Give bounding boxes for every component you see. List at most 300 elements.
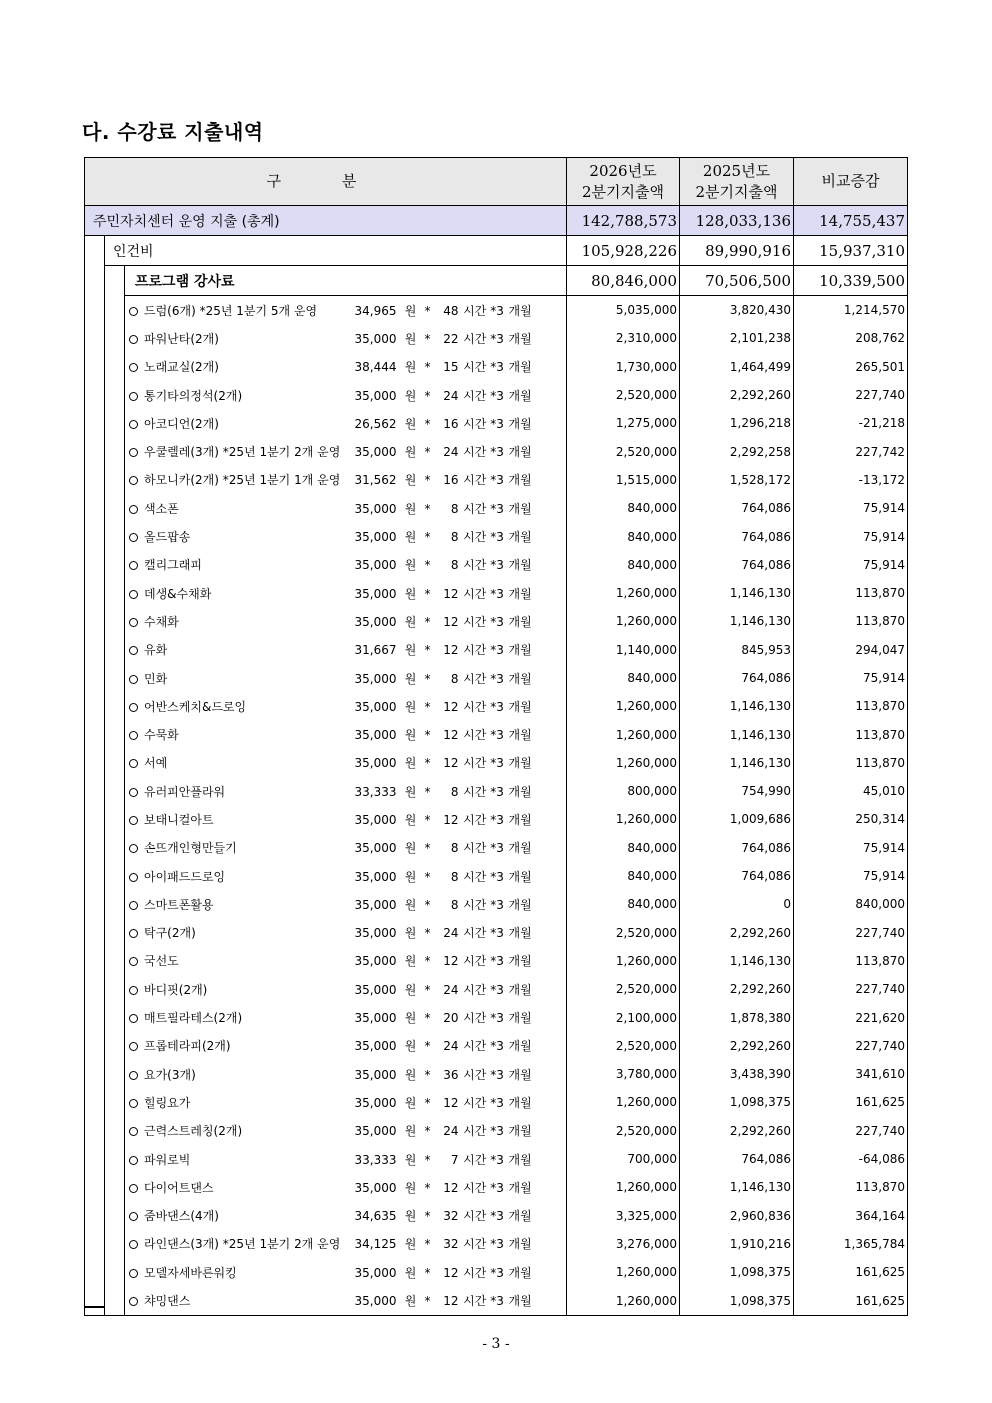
item-2025: 1,146,130 (680, 607, 794, 635)
item-2025: 1,098,375 (680, 1088, 794, 1116)
item-name-cell (125, 947, 351, 975)
item-2025: 1,910,216 (680, 1230, 794, 1258)
item-calculation (351, 636, 567, 664)
item-2026: 1,260,000 (567, 607, 680, 635)
item-diff: 161,625 (794, 1286, 908, 1315)
indent-cell (85, 236, 105, 266)
unit-months: 개월 (508, 699, 532, 714)
item-name-cell (125, 437, 351, 465)
unit-hours-group (459, 868, 509, 885)
times-sign: * (490, 812, 497, 827)
item-2025: 1,098,375 (680, 1258, 794, 1286)
unit-won: 원 (404, 869, 417, 884)
item-2026: 3,276,000 (567, 1230, 680, 1258)
unit-months: 개월 (508, 1265, 532, 1280)
unit-hours: 시간 (463, 331, 487, 346)
instructor-diff: 10,339,500 (794, 266, 908, 296)
indent-cell (85, 551, 105, 579)
item-hours: 48 (443, 303, 459, 318)
table-row (85, 692, 908, 720)
indent-cell (105, 1286, 125, 1315)
item-diff: 208,762 (794, 324, 908, 352)
item-calculation (351, 777, 567, 805)
months-count: 3 (496, 926, 504, 941)
indent-cell (105, 1202, 125, 1230)
unit-hours: 시간 (463, 445, 487, 460)
item-diff: 341,610 (794, 1060, 908, 1088)
indent-cell (85, 1032, 105, 1060)
item-diff: 227,740 (794, 1032, 908, 1060)
months-count: 3 (496, 530, 504, 545)
unit-hours: 시간 (463, 643, 487, 658)
item-2025: 764,086 (680, 1145, 794, 1173)
unit-hours-group (459, 471, 509, 488)
item-rate: 35,000 (354, 869, 397, 884)
times-sign: * (490, 699, 497, 714)
table-row (85, 466, 908, 494)
circle-bullet-icon (129, 731, 138, 740)
unit-won: 원 (404, 501, 417, 516)
times-sign: * (424, 1180, 431, 1195)
times-sign: * (424, 501, 431, 516)
unit-hours: 시간 (463, 756, 487, 771)
item-2026: 1,275,000 (567, 409, 680, 437)
unit-months: 개월 (508, 331, 532, 346)
item-rate: 35,000 (354, 982, 397, 997)
header-2025 (680, 158, 794, 206)
item-2026: 2,520,000 (567, 1032, 680, 1060)
indent-cell (105, 1173, 125, 1201)
times-sign: * (424, 1039, 431, 1054)
instructor-row (85, 266, 908, 296)
indent-cell (105, 607, 125, 635)
times-sign: * (424, 841, 431, 856)
item-name-cell (125, 579, 351, 607)
item-rate: 33,333 (354, 784, 397, 799)
instructor-label: 프로그램 강사료 (125, 266, 567, 296)
unit-won: 원 (404, 1095, 417, 1110)
times-sign: * (490, 1124, 497, 1139)
item-name: 수채화 (144, 614, 179, 629)
item-2025: 1,146,130 (680, 720, 794, 748)
unit-hours-group (459, 754, 509, 771)
header-2026-line2: 2분기지출액 (582, 182, 664, 201)
item-2026: 1,260,000 (567, 720, 680, 748)
item-name-cell (125, 607, 351, 635)
item-2025: 2,101,238 (680, 324, 794, 352)
indent-cell (85, 919, 105, 947)
unit-hours: 시간 (463, 954, 487, 969)
circle-bullet-icon (129, 957, 138, 966)
header-diff: 비교증감 (794, 158, 908, 206)
item-diff: 1,365,784 (794, 1230, 908, 1258)
months-count: 3 (496, 586, 504, 601)
indent-cell (105, 437, 125, 465)
indent-cell (85, 1202, 105, 1230)
indent-cell (105, 522, 125, 550)
indent-cell (85, 1258, 105, 1286)
times-sign: * (490, 388, 497, 403)
times-sign: * (424, 614, 431, 629)
indent-cell (85, 579, 105, 607)
section-title: 다. 수강료 지출내역 (82, 120, 264, 144)
months-count: 3 (496, 756, 504, 771)
item-name-cell (125, 522, 351, 550)
item-name-cell (125, 919, 351, 947)
item-hours: 8 (450, 671, 459, 686)
item-2026: 1,260,000 (567, 692, 680, 720)
circle-bullet-icon (129, 590, 138, 599)
circle-bullet-icon (129, 759, 138, 768)
table-row (85, 353, 908, 381)
months-count: 3 (496, 331, 504, 346)
item-calculation (351, 720, 567, 748)
item-diff: 227,740 (794, 1117, 908, 1145)
item-rate: 31,562 (354, 473, 397, 488)
indent-cell (105, 466, 125, 494)
indent-cell (85, 975, 105, 1003)
item-rate: 35,000 (354, 445, 397, 460)
unit-hours-group (459, 783, 509, 800)
unit-won: 원 (404, 954, 417, 969)
item-2026: 1,260,000 (567, 805, 680, 833)
indent-cell (85, 1060, 105, 1088)
unit-months: 개월 (508, 303, 532, 318)
table-row (85, 805, 908, 833)
item-name: 아이패드드로잉 (144, 869, 226, 884)
indent-cell (85, 664, 105, 692)
item-name-cell (125, 862, 351, 890)
unit-hours-group (459, 1037, 509, 1054)
header-2026-line1: 2026년도 (589, 161, 657, 180)
item-hours: 22 (443, 331, 459, 346)
item-2025: 764,086 (680, 834, 794, 862)
item-2025: 1,146,130 (680, 579, 794, 607)
item-name: 국선도 (144, 954, 179, 969)
item-name-cell (125, 1145, 351, 1173)
circle-bullet-icon (129, 561, 138, 570)
unit-months: 개월 (508, 445, 532, 460)
indent-cell (105, 409, 125, 437)
item-name-cell (125, 551, 351, 579)
times-sign: * (490, 1011, 497, 1026)
item-name: 노래교실(2개) (144, 360, 219, 375)
unit-hours: 시간 (463, 501, 487, 516)
indent-cell (105, 1145, 125, 1173)
unit-months: 개월 (508, 1067, 532, 1082)
item-name-cell (125, 664, 351, 692)
times-sign: * (424, 416, 431, 431)
unit-months: 개월 (508, 1152, 532, 1167)
item-2025: 1,146,130 (680, 947, 794, 975)
table-row (85, 381, 908, 409)
item-name: 매트필라테스(2개) (144, 1011, 243, 1026)
unit-hours-group (459, 839, 509, 856)
item-rate: 34,965 (354, 303, 397, 318)
indent-cell (85, 749, 105, 777)
times-sign: * (424, 756, 431, 771)
item-2026: 2,520,000 (567, 919, 680, 947)
unit-hours: 시간 (463, 1237, 487, 1252)
item-hours: 24 (443, 1039, 459, 1054)
months-count: 3 (496, 1294, 504, 1309)
item-hours: 16 (443, 416, 459, 431)
unit-hours: 시간 (463, 1294, 487, 1309)
times-sign: * (490, 360, 497, 375)
indent-cell (85, 1145, 105, 1173)
item-name: 데생&수채화 (144, 586, 212, 601)
unit-hours-group (459, 670, 509, 687)
circle-bullet-icon (129, 675, 138, 684)
times-sign: * (424, 982, 431, 997)
item-2025: 1,146,130 (680, 749, 794, 777)
times-sign: * (490, 728, 497, 743)
item-rate: 35,000 (354, 1265, 397, 1280)
unit-hours-group (459, 1179, 509, 1196)
months-count: 3 (496, 784, 504, 799)
unit-months: 개월 (508, 1095, 532, 1110)
item-hours: 8 (450, 501, 459, 516)
unit-won: 원 (404, 1294, 417, 1309)
header-row (85, 158, 908, 206)
indent-cell (105, 324, 125, 352)
circle-bullet-icon (129, 646, 138, 655)
times-sign: * (424, 586, 431, 601)
item-calculation (351, 522, 567, 550)
item-2025: 2,292,260 (680, 919, 794, 947)
total-row (85, 206, 908, 236)
unit-hours: 시간 (463, 303, 487, 318)
item-calculation (351, 1117, 567, 1145)
indent-cell (105, 1003, 125, 1031)
item-diff: 161,625 (794, 1088, 908, 1116)
unit-months: 개월 (508, 501, 532, 516)
item-rate: 34,635 (354, 1209, 397, 1224)
table-row (85, 1202, 908, 1230)
item-diff: 227,740 (794, 381, 908, 409)
item-calculation (351, 381, 567, 409)
unit-months: 개월 (508, 812, 532, 827)
times-sign: * (490, 954, 497, 969)
item-2025: 1,009,686 (680, 805, 794, 833)
times-sign: * (490, 1180, 497, 1195)
item-hours: 8 (450, 784, 459, 799)
item-calculation (351, 296, 567, 325)
times-sign: * (490, 643, 497, 658)
total-2025: 128,033,136 (680, 206, 794, 236)
unit-months: 개월 (508, 1124, 532, 1139)
unit-hours: 시간 (463, 388, 487, 403)
times-sign: * (424, 1265, 431, 1280)
item-name-cell (125, 834, 351, 862)
item-name-cell (125, 1173, 351, 1201)
times-sign: * (490, 303, 497, 318)
item-calculation (351, 1003, 567, 1031)
times-sign: * (424, 388, 431, 403)
indent-cell (105, 975, 125, 1003)
item-2026: 2,520,000 (567, 437, 680, 465)
unit-won: 원 (404, 558, 417, 573)
indent-cell (85, 805, 105, 833)
indent-cell (85, 862, 105, 890)
item-rate: 35,000 (354, 1180, 397, 1195)
item-2026: 1,260,000 (567, 1088, 680, 1116)
item-diff: 75,914 (794, 494, 908, 522)
circle-bullet-icon (129, 986, 138, 995)
circle-bullet-icon (129, 420, 138, 429)
item-name: 보태니컬아트 (144, 812, 214, 827)
unit-hours-group (459, 641, 509, 658)
table-row (85, 1088, 908, 1116)
unit-months: 개월 (508, 756, 532, 771)
item-name-cell (125, 692, 351, 720)
item-diff: 113,870 (794, 607, 908, 635)
unit-won: 원 (404, 756, 417, 771)
item-hours: 12 (443, 728, 459, 743)
item-2026: 840,000 (567, 862, 680, 890)
item-calculation (351, 1286, 567, 1315)
times-sign: * (490, 897, 497, 912)
circle-bullet-icon (129, 1156, 138, 1165)
circle-bullet-icon (129, 307, 138, 316)
unit-hours-group (459, 358, 509, 375)
unit-hours-group (459, 811, 509, 828)
unit-hours: 시간 (463, 926, 487, 941)
item-calculation (351, 1173, 567, 1201)
indent-cell (85, 266, 105, 296)
item-diff: 294,047 (794, 636, 908, 664)
unit-hours: 시간 (463, 841, 487, 856)
months-count: 3 (496, 982, 504, 997)
times-sign: * (424, 1124, 431, 1139)
item-calculation (351, 834, 567, 862)
item-name: 줌바댄스(4개) (144, 1209, 219, 1224)
indent-cell (105, 296, 125, 325)
unit-won: 원 (404, 331, 417, 346)
item-name-cell (125, 890, 351, 918)
item-calculation (351, 437, 567, 465)
item-calculation (351, 947, 567, 975)
unit-won: 원 (404, 699, 417, 714)
circle-bullet-icon (129, 363, 138, 372)
item-name: 유러피안플라워 (144, 784, 226, 799)
indent-cell (105, 947, 125, 975)
unit-hours: 시간 (463, 1124, 487, 1139)
item-2025: 1,146,130 (680, 692, 794, 720)
item-name: 아코디언(2개) (144, 416, 219, 431)
item-2026: 1,730,000 (567, 353, 680, 381)
item-diff: 75,914 (794, 522, 908, 550)
item-name: 힐링요가 (144, 1095, 191, 1110)
times-sign: * (424, 926, 431, 941)
item-rate: 35,000 (354, 1294, 397, 1309)
unit-won: 원 (404, 473, 417, 488)
item-hours: 24 (443, 982, 459, 997)
item-calculation (351, 353, 567, 381)
unit-hours: 시간 (463, 1152, 487, 1167)
item-hours: 12 (443, 614, 459, 629)
indent-cell (85, 720, 105, 748)
indent-cell (105, 720, 125, 748)
times-sign: * (490, 841, 497, 856)
circle-bullet-icon (129, 1212, 138, 1221)
item-2025: 1,878,380 (680, 1003, 794, 1031)
unit-months: 개월 (508, 1209, 532, 1224)
months-count: 3 (496, 445, 504, 460)
unit-hours-group (459, 330, 509, 347)
item-name: 올드팝송 (144, 530, 191, 545)
months-count: 3 (496, 671, 504, 686)
item-name: 모델자세바른워킹 (144, 1265, 237, 1280)
table-row (85, 636, 908, 664)
item-rate: 35,000 (354, 1039, 397, 1054)
item-calculation (351, 890, 567, 918)
unit-hours: 시간 (463, 1011, 487, 1026)
unit-won: 원 (404, 897, 417, 912)
item-name: 하모니카(2개) *25년 1분기 1개 운영 (144, 473, 341, 488)
circle-bullet-icon (129, 1269, 138, 1278)
table-end-bracket (84, 1298, 104, 1308)
months-count: 3 (496, 473, 504, 488)
unit-won: 원 (404, 982, 417, 997)
indent-cell (85, 353, 105, 381)
times-sign: * (424, 699, 431, 714)
item-rate: 35,000 (354, 388, 397, 403)
indent-cell (105, 494, 125, 522)
personnel-2025: 89,990,916 (680, 236, 794, 266)
item-2025: 764,086 (680, 862, 794, 890)
item-calculation (351, 1258, 567, 1286)
item-name: 서예 (144, 756, 168, 771)
item-name: 챠밍댄스 (144, 1294, 191, 1309)
item-hours: 12 (443, 643, 459, 658)
indent-cell (105, 266, 125, 296)
item-diff: 227,740 (794, 919, 908, 947)
unit-won: 원 (404, 445, 417, 460)
indent-cell (85, 296, 105, 325)
times-sign: * (490, 473, 497, 488)
unit-hours: 시간 (463, 699, 487, 714)
table-row (85, 749, 908, 777)
item-2026: 1,260,000 (567, 579, 680, 607)
item-2026: 840,000 (567, 834, 680, 862)
indent-cell (85, 890, 105, 918)
item-2026: 1,260,000 (567, 749, 680, 777)
unit-hours-group (459, 1066, 509, 1083)
item-diff: 75,914 (794, 664, 908, 692)
item-name: 우쿨렐레(3개) *25년 1분기 2개 운영 (144, 445, 341, 460)
circle-bullet-icon (129, 448, 138, 457)
item-rate: 35,000 (354, 501, 397, 516)
times-sign: * (424, 643, 431, 658)
table-row (85, 919, 908, 947)
item-diff: 161,625 (794, 1258, 908, 1286)
item-calculation (351, 664, 567, 692)
header-2025-line2: 2분기지출액 (695, 182, 778, 201)
item-name: 민화 (144, 671, 168, 686)
circle-bullet-icon (129, 816, 138, 825)
times-sign: * (490, 784, 497, 799)
total-diff: 14,755,437 (794, 206, 908, 236)
unit-hours-group (459, 1094, 509, 1111)
circle-bullet-icon (129, 505, 138, 514)
times-sign: * (490, 756, 497, 771)
item-rate: 26,562 (354, 416, 397, 431)
unit-months: 개월 (508, 1011, 532, 1026)
unit-hours-group (459, 1009, 509, 1026)
unit-hours-group (459, 1122, 509, 1139)
months-count: 3 (496, 841, 504, 856)
